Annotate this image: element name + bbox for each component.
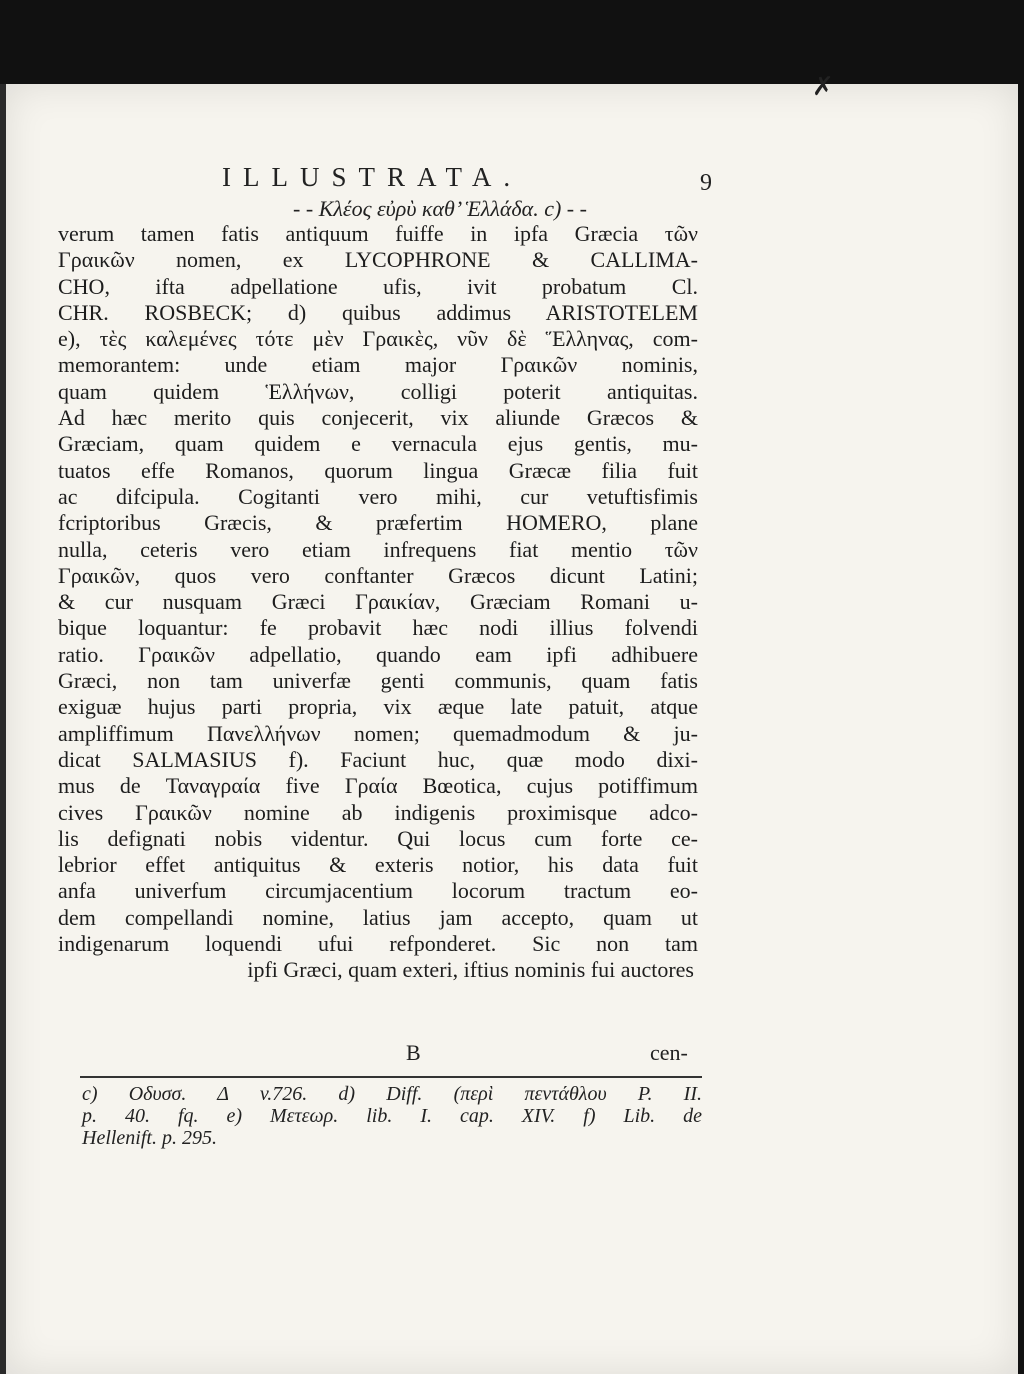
text-line: e), τὲς καλεμένες τότε μὲν Γραικὲς, νῦν δὲ Ἕλληνας, com- (58, 326, 698, 352)
text-line: & cur nusquam Græci Γραικίαν, Græciam Romani u- (58, 589, 698, 615)
text-line: cives Γραικῶν nomine ab indigenis proximisque adco- (58, 799, 698, 825)
text-line: verum tamen fatis antiquum fuiffe in ipfa Græcia τῶν (58, 221, 698, 246)
text-line: ipfi Græci, quam exteri, iftius nominis fui auctores (247, 957, 694, 983)
footnote-rule (80, 1076, 702, 1078)
text-line: mus de Ταναγραία five Γραία Bœotica, cujus potiffimum (58, 773, 698, 799)
text-line: lebrior effet antiquitus & exteris notior, his data fuit (58, 852, 698, 878)
signature-mark: B (406, 1040, 421, 1065)
text-line: CHO, ifta adpellatione ufis, ivit probatum Cl. (58, 273, 698, 299)
body-text (58, 221, 698, 984)
text-line: indigenarum loquendi ufui refponderet. Sic non tam (58, 931, 698, 957)
text-line: anfa univerfum circumjacentium locorum tractum eo- (58, 878, 698, 904)
text-line: tuatos effe Romanos, quorum lingua Græcæ filia fuit (58, 457, 698, 483)
pencil-mark: ✗ (812, 72, 834, 101)
text-line: memorantem: unde etiam major Γραικῶν nominis, (58, 352, 698, 378)
text-line: nulla, ceteris vero etiam infrequens fiat mentio τῶν (58, 536, 698, 562)
text-line: Græci, non tam univerfæ genti communis, quam fatis (58, 668, 698, 694)
text-line: Γραικῶν, quos vero conftanter Græcos dicunt Latini; (58, 562, 698, 588)
text-line: exiguæ hujus parti propria, vix æque late patuit, atque (58, 694, 698, 720)
text-line: bique loquantur: fe probavit hæc nodi illius folvendi (58, 615, 698, 641)
running-head: ILLUSTRATA. (222, 162, 523, 192)
text-line: ac difcipula. Cogitanti vero mihi, cur vetuftisfimis (58, 483, 698, 509)
text-line: Γραικῶν nomen, ex LYCOPHRONE & CALLIMA- (58, 247, 698, 273)
text-line: lis defignati nobis videntur. Qui locus cum forte ce- (58, 825, 698, 851)
footnote-line: p. 40. fq. e) Μετεωρ. lib. I. cap. XIV. f) Lib. de (82, 1105, 702, 1127)
text-line: fcriptoribus Græcis, & præfertim HOMERO, plane (58, 510, 698, 536)
page-number: 9 (700, 170, 712, 196)
greek-quotation: - - Κλέος εὐρὺ καθ’ Ἑλλάδα. c) - - (293, 196, 587, 221)
footnote-line: Hellenift. p. 295. (82, 1127, 217, 1149)
text-line: dem compellandi nomine, latius jam accepto, quam ut (58, 904, 698, 930)
text-line: Græciam, quam quidem e vernacula ejus gentis, mu- (58, 431, 698, 457)
text-line: CHR. ROSBECK; d) quibus addimus ARISTOTELEM (58, 299, 698, 325)
text-line: dicat SALMASIUS f). Faciunt huc, quæ modo dixi- (58, 746, 698, 772)
text-line: Ad hæc merito quis conjecerit, vix aliunde Græcos & (58, 405, 698, 431)
text-line: ratio. Γραικῶν adpellatio, quando eam ipfi adhibuere (58, 641, 698, 667)
text-line: ampliffimum Πανελλήνων nomen; quemadmodum & ju- (58, 720, 698, 746)
footnotes (82, 1083, 702, 1149)
text-line: quam quidem Ἑλλήνων, colligi poterit antiquitas. (58, 378, 698, 404)
catchword: cen- (650, 1040, 688, 1065)
footnote-line: c) Οδυσσ. Δ v.726. d) Diff. (περὶ πεντάθλου P. II. (82, 1083, 702, 1105)
